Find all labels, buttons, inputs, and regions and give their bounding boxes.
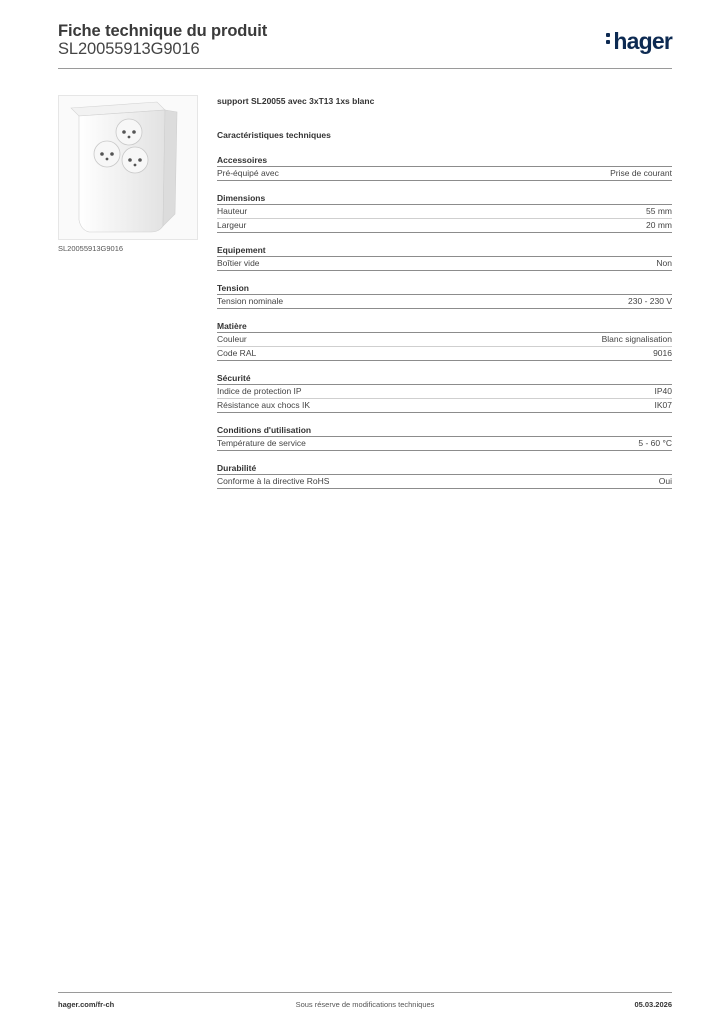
spec-row [217, 219, 672, 233]
footer-date: 05.03.2026 [634, 1000, 672, 1009]
section-title: Tension [217, 282, 672, 295]
spec-label: Température de service [217, 438, 306, 448]
spec-row [217, 347, 672, 361]
page-header [58, 22, 672, 69]
spec-label: Code RAL [217, 348, 257, 358]
product-image [58, 95, 198, 240]
spec-panel [217, 96, 672, 489]
spec-row [217, 385, 672, 399]
spec-row [217, 333, 672, 347]
spec-value: Non [656, 258, 672, 268]
footer-website: hager.com/fr-ch [58, 1000, 115, 1009]
spec-row [217, 167, 672, 181]
spec-row [217, 437, 672, 451]
product-reference: SL20055913G9016 [58, 40, 200, 58]
spec-section [217, 424, 672, 451]
socket-outlet-icon [59, 96, 197, 239]
spec-label: Indice de protection IP [217, 386, 302, 396]
spec-label: Résistance aux chocs IK [217, 400, 311, 410]
section-title: Accessoires [217, 154, 672, 167]
spec-value: Oui [658, 476, 672, 486]
section-title: Dimensions [217, 192, 672, 205]
hager-logo [606, 28, 672, 55]
spec-value: IK07 [654, 400, 672, 410]
logo-colon-icon [606, 30, 611, 47]
spec-section [217, 462, 672, 489]
spec-label: Largeur [217, 220, 247, 230]
spec-row [217, 205, 672, 219]
section-title: Sécurité [217, 372, 672, 385]
document-title: Fiche technique du produit [58, 22, 268, 40]
spec-value: 230 - 230 V [628, 296, 672, 306]
footer-notice: Sous réserve de modifications techniques [295, 1000, 435, 1009]
logo-text: hager [613, 28, 672, 54]
spec-section [217, 320, 672, 361]
section-title: Equipement [217, 244, 672, 257]
spec-section [217, 282, 672, 309]
spec-row [217, 295, 672, 309]
spec-section [217, 192, 672, 233]
spec-label: Tension nominale [217, 296, 284, 306]
spec-label: Hauteur [217, 206, 248, 216]
spec-section [217, 244, 672, 271]
section-title: Durabilité [217, 462, 672, 475]
section-title: Conditions d'utilisation [217, 424, 672, 437]
spec-value: 20 mm [646, 220, 672, 230]
section-title: Matière [217, 320, 672, 333]
spec-label: Pré-équipé avec [217, 168, 279, 178]
spec-value: 55 mm [646, 206, 672, 216]
spec-value: Blanc signalisation [601, 334, 672, 344]
spec-value: 5 - 60 °C [638, 438, 672, 448]
spec-label: Conforme à la directive RoHS [217, 476, 330, 486]
spec-value: 9016 [653, 348, 672, 358]
page-footer [58, 992, 672, 1013]
spec-value: IP40 [654, 386, 672, 396]
spec-label: Boîtier vide [217, 258, 260, 268]
spec-row [217, 399, 672, 413]
spec-section [217, 372, 672, 413]
product-name: support SL20055 avec 3xT13 1xs blanc [217, 96, 375, 106]
spec-section [217, 154, 672, 181]
spec-label: Couleur [217, 334, 247, 344]
spec-heading: Caractéristiques techniques [217, 130, 331, 140]
image-caption: SL20055913G9016 [58, 244, 124, 253]
spec-sections [217, 154, 672, 489]
spec-value: Prise de courant [610, 168, 672, 178]
spec-row [217, 475, 672, 489]
spec-row [217, 257, 672, 271]
